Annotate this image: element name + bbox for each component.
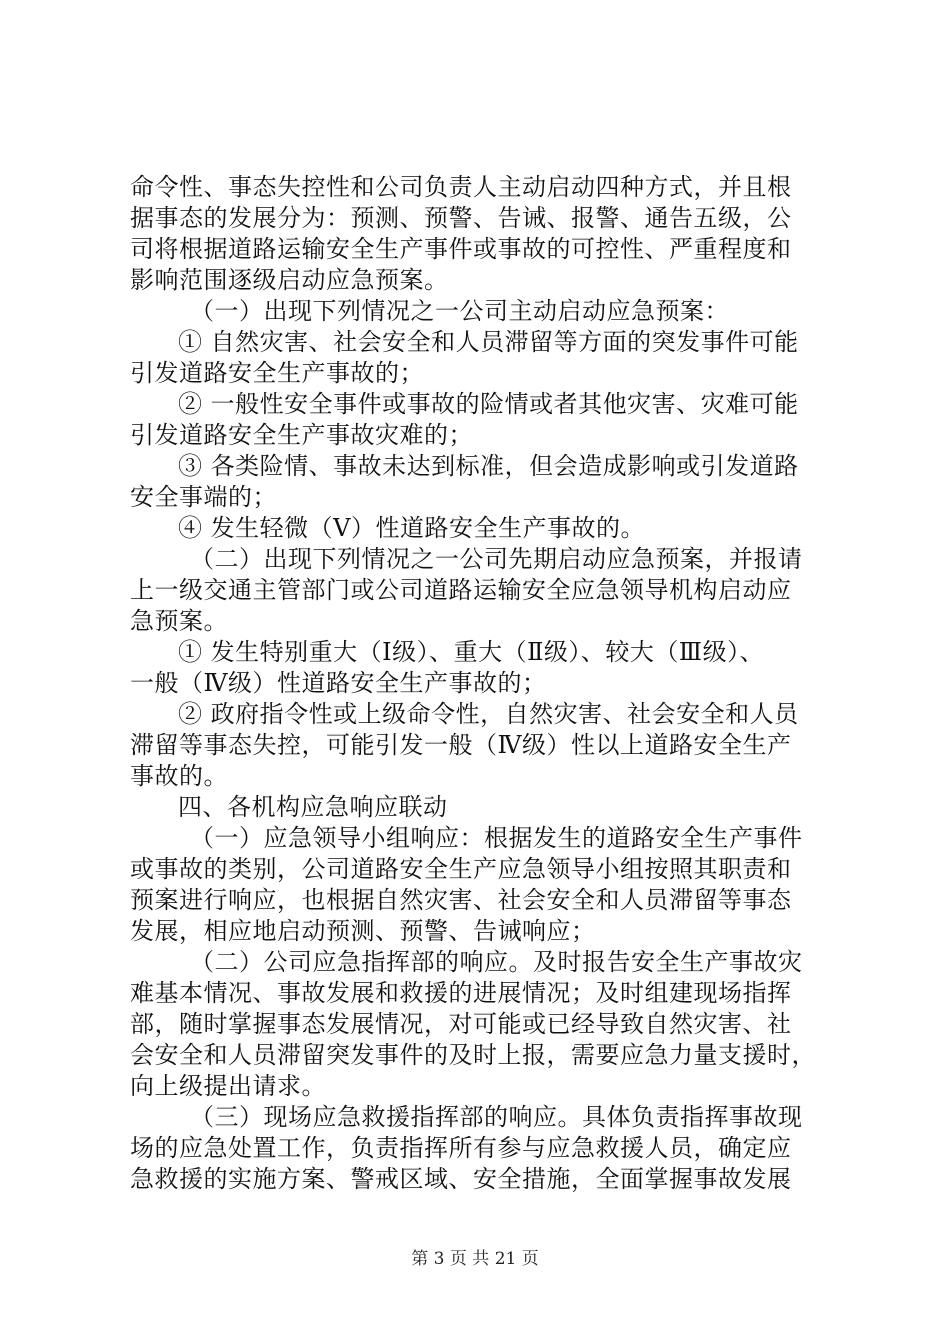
paragraph-line: 部，随时掌握事态发展情况，对可能或已经导致自然灾害、社 bbox=[130, 1010, 792, 1038]
section-heading: （一）应急领导小组响应：根据发生的道路安全生产事件 bbox=[190, 824, 803, 852]
paragraph-line: 或事故的类别，公司道路安全生产应急领导小组按照其职责和 bbox=[130, 855, 792, 883]
list-item-line: ① 自然灾害、社会安全和人员滞留等方面的突发事件可能 bbox=[178, 328, 799, 356]
list-item-line: ② 政府指令性或上级命令性，自然灾害、社会安全和人员 bbox=[178, 700, 799, 728]
section-heading: （二）出现下列情况之一公司先期启动应急预案，并报请 bbox=[190, 545, 803, 573]
list-item-line: 引发道路安全生产事故的； bbox=[130, 359, 424, 387]
paragraph-line: 发展，相应地启动预测、预警、告诫响应； bbox=[130, 917, 596, 945]
paragraph-line: 场的应急处置工作，负责指挥所有参与应急救援人员，确定应 bbox=[130, 1134, 792, 1162]
list-item-line: 一般（Ⅳ级）性道路安全生产事故的； bbox=[130, 669, 547, 697]
paragraph-line: 会安全和人员滞留突发事件的及时上报，需要应急力量支援时， bbox=[130, 1041, 816, 1069]
page-number-footer: 第 3 页 共 21 页 bbox=[411, 1249, 539, 1269]
document-body bbox=[130, 172, 830, 1195]
list-item-line: ④ 发生轻微（Ⅴ）性道路安全生产事故的。 bbox=[178, 514, 645, 542]
list-item-line: ② 一般性安全事件或事故的险情或者其他灾害、灾难可能 bbox=[178, 390, 799, 418]
section-heading: （二）公司应急指挥部的响应。及时报告安全生产事故灾 bbox=[190, 948, 803, 976]
section-heading: （一）出现下列情况之一公司主动启动应急预案： bbox=[190, 297, 729, 325]
list-item-line: 滞留等事态失控，可能引发一般（Ⅳ级）性以上道路安全生产 bbox=[130, 731, 792, 759]
list-item-line: 安全事端的； bbox=[130, 483, 277, 511]
paragraph-line: 上一级交通主管部门或公司道路运输安全应急领导机构启动应 bbox=[130, 576, 792, 604]
paragraph-line: 向上级提出请求。 bbox=[130, 1072, 326, 1100]
paragraph-line: 急预案。 bbox=[130, 607, 228, 635]
section-heading: （三）现场应急救援指挥部的响应。具体负责指挥事故现 bbox=[190, 1103, 803, 1131]
paragraph-line: 命令性、事态失控性和公司负责人主动启动四种方式，并且根 bbox=[130, 173, 792, 201]
paragraph-line: 预案进行响应，也根据自然灾害、社会安全和人员滞留等事态 bbox=[130, 886, 792, 914]
list-item-line: ① 发生特别重大（Ⅰ级）、重大（Ⅱ级）、较大（Ⅲ级）、 bbox=[178, 638, 765, 666]
list-item-line: 事故的。 bbox=[130, 762, 228, 790]
chapter-heading: 四、各机构应急响应联动 bbox=[178, 793, 448, 821]
paragraph-line: 难基本情况、事故发展和救援的进展情况；及时组建现场指挥 bbox=[130, 979, 792, 1007]
paragraph-line: 司将根据道路运输安全生产事件或事故的可控性、严重程度和 bbox=[130, 235, 792, 263]
paragraph-line: 急救援的实施方案、警戒区域、安全措施，全面掌握事故发展 bbox=[130, 1165, 792, 1193]
paragraph-line: 影响范围逐级启动应急预案。 bbox=[130, 266, 449, 294]
paragraph-line: 据事态的发展分为：预测、预警、告诫、报警、通告五级，公 bbox=[130, 204, 792, 232]
list-item-line: ③ 各类险情、事故未达到标准，但会造成影响或引发道路 bbox=[178, 452, 799, 480]
list-item-line: 引发道路安全生产事故灾难的； bbox=[130, 421, 473, 449]
